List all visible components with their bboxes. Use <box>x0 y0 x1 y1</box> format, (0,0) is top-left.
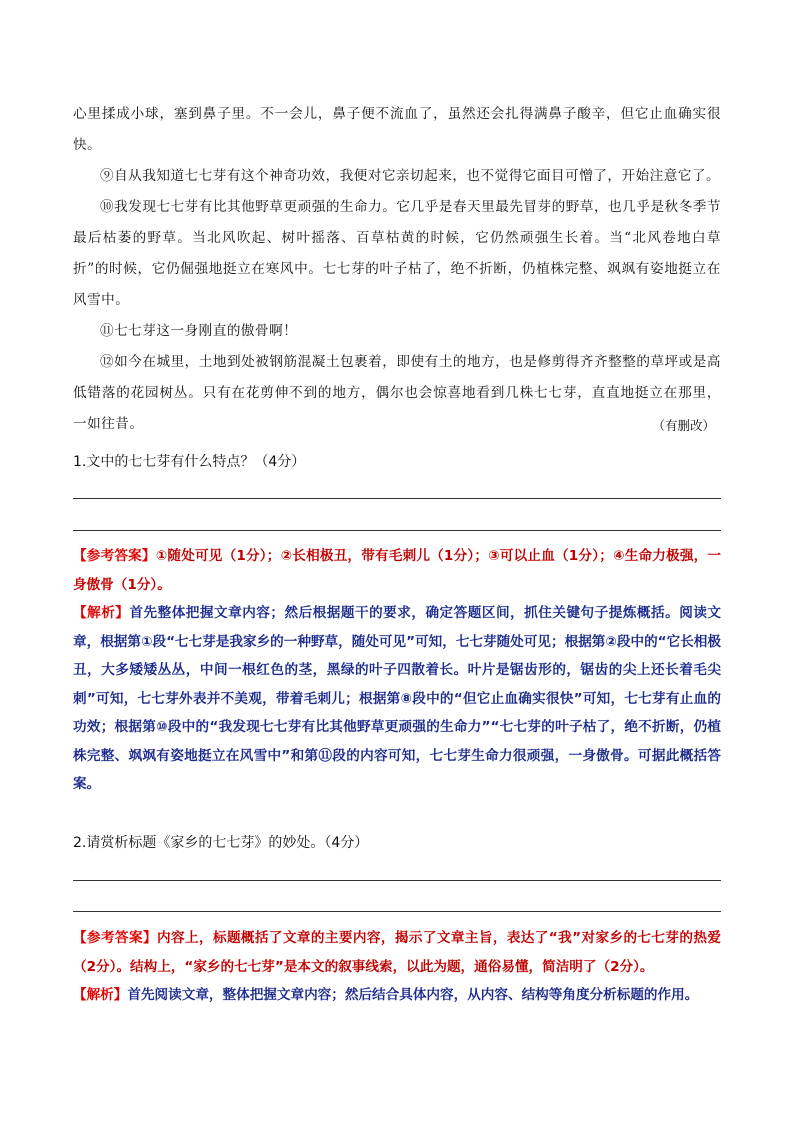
reference-answer <box>73 924 721 981</box>
analysis <box>73 981 721 1010</box>
analysis-text: 首先阅读文章，整体把握文章内容；然后结合具体内容，从内容、结构等角度分析标题的作用。 <box>127 987 699 1003</box>
analysis-text: 首先整体把握文章内容；然后根据题干的要求，确定答题区间，抓住关键句子提炼概括。阅读文章，根据第①段“七七芽是我家乡的一种野草，随处可见”可知，七七芽随处可见；根据第②段中的“它长相极丑，大多矮矮丛丛，中间一根红色的茎，黑绿的叶子四散着长。叶片是锯齿形的，锯齿的尖上还长着毛尖刺”可知，七七芽外表并不美观，带着毛刺儿；根据第⑧段中的“但它止血确实很快”可知，七七芽有止血的功效；根据第⑩段中的“我发现七七芽有比其他野草更顽强的生命力”“七七芽的叶子枯了，绝不折断，仍植株完整、飒飒有姿地挺立在风雪中”和第⑪段的内容可知，七七芽生命力很顽强，一身傲骨。可据此概括答案。 <box>73 605 722 792</box>
answer-line <box>73 498 721 499</box>
answer-text: ①随处可见（1分）；②长相极丑，带有毛刺儿（1分）；③可以止血（1分）；④生命力极强，一身傲骨（1分）。 <box>73 548 722 593</box>
analysis-tag: 【解析】 <box>73 987 128 1003</box>
reading-passage <box>73 99 721 440</box>
question-2-solution <box>73 924 721 1010</box>
source-note: （有删改） <box>652 418 715 433</box>
passage-paragraph-11: ⑪七七芽这一身刚直的傲骨啊！ <box>100 323 298 339</box>
passage-paragraph-continued: 心里揉成小球，塞到鼻子里。不一会儿，鼻子便不流血了，虽然还会扎得满鼻子酸辛，但它止血确实很快。 <box>73 106 721 153</box>
answer-tag: 【参考答案】 <box>73 930 157 946</box>
passage-paragraph-9: ⑨自从我知道七七芽有这个神奇功效，我便对它亲切起来，也不觉得它面目可憎了，开始注意它了。 <box>100 168 721 184</box>
question-1: 1.文中的七七芽有什么特点？（4分） <box>73 454 306 470</box>
answer-text: 内容上，标题概括了文章的主要内容，揭示了文章主旨，表达了“我”对家乡的七七芽的热爱（2分）。结构上，“家乡的七七芽”是本文的叙事线索，以此为题，通俗易懂，简洁明了（2分）。 <box>73 930 721 975</box>
reference-answer <box>73 542 721 599</box>
question-2: 2.请赏析标题《家乡的七七芽》的妙处。（4分） <box>73 835 369 851</box>
question-1-solution <box>73 542 721 799</box>
answer-tag: 【参考答案】 <box>73 548 156 564</box>
passage-paragraph-10: ⑩我发现七七芽有比其他野草更顽强的生命力。它几乎是春天里最先冒芽的野草，也几乎是秋冬季节最后枯萎的野草。当北风吹起、树叶摇落、百草枯黄的时候，它仍然顽强生长着。当“北风卷地白草折”的时候，它仍倔强地挺立在寒风中。七七芽的叶子枯了，绝不折断，仍植株完整、飒飒有姿地挺立在风雪中。 <box>73 199 721 308</box>
answer-line <box>73 911 721 912</box>
answer-line <box>73 530 721 531</box>
passage-paragraph-12: ⑫如今在城里，土地到处被钢筋混凝土包裹着，即使有土的地方，也是修剪得齐齐整整的草坪或是高低错落的花园树丛。只有在花剪伸不到的地方，偶尔也会惊喜地看到几株七七芽，直直地挺立在那里，一如往昔。 <box>73 354 721 432</box>
analysis-tag: 【解析】 <box>73 605 130 621</box>
answer-line <box>73 880 721 881</box>
analysis <box>73 599 721 799</box>
